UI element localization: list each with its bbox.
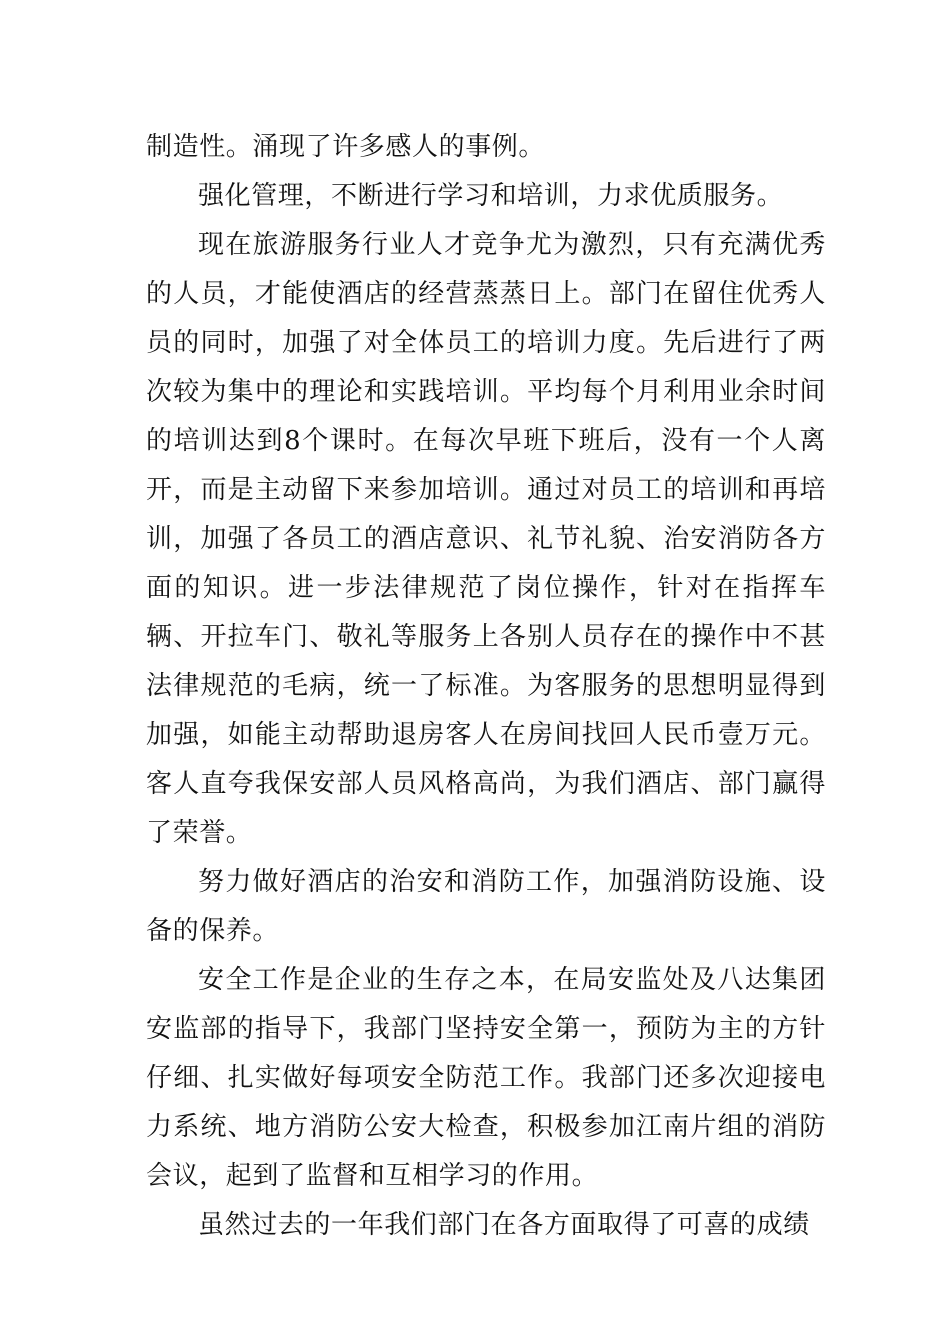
paragraph-5: 安全工作是企业的生存之本，在局安监处及八达集团安监部的指导下，我部门坚持安全第一，预防为主的方针仔细、扎实做好每项安全防范工作。我部门还多次迎接电力系统、地方消防公安大检查，积极参加江南片组的消防会议，起到了监督和互相学习的作用。 bbox=[146, 965, 826, 1191]
paragraph-1: 制造性。涌现了许多感人的事例。 bbox=[146, 132, 546, 162]
paragraph-3: 现在旅游服务行业人才竞争尤为激烈，只有充满优秀的人员，才能使酒店的经营蒸蒸日上。部门在留住优秀人员的同时，加强了对全体员工的培训力度。先后进行了两次较为集中的理论和实践培训。平均每个月利用业余时间的培训达到8个课时。在每次早班下班后，没有一个人离开，而是主动留下来参加培训。通过对员工的培训和再培训，加强了各员工的酒店意识、礼节礼貌、治安消防各方面的知识。进一步法律规范了岗位操作，针对在指挥车辆、开拉车门、敬礼等服务上各别人员存在的操作中不甚法律规范的毛病，统一了标准。为客服务的思想明显得到加强，如能主动帮助退房客人在房间找回人民币壹万元。客人直夸我保安部人员风格高尚，为我们酒店、部门赢得了荣誉。 bbox=[146, 230, 826, 848]
paragraph-6: 虽然过去的一年我们部门在各方面取得了可喜的成绩 bbox=[198, 1210, 810, 1240]
paragraph-4: 努力做好酒店的治安和消防工作，加强消防设施、设备的保养。 bbox=[146, 867, 826, 946]
document-body bbox=[146, 123, 826, 1250]
paragraph-2: 强化管理，不断进行学习和培训，力求优质服务。 bbox=[198, 181, 784, 211]
